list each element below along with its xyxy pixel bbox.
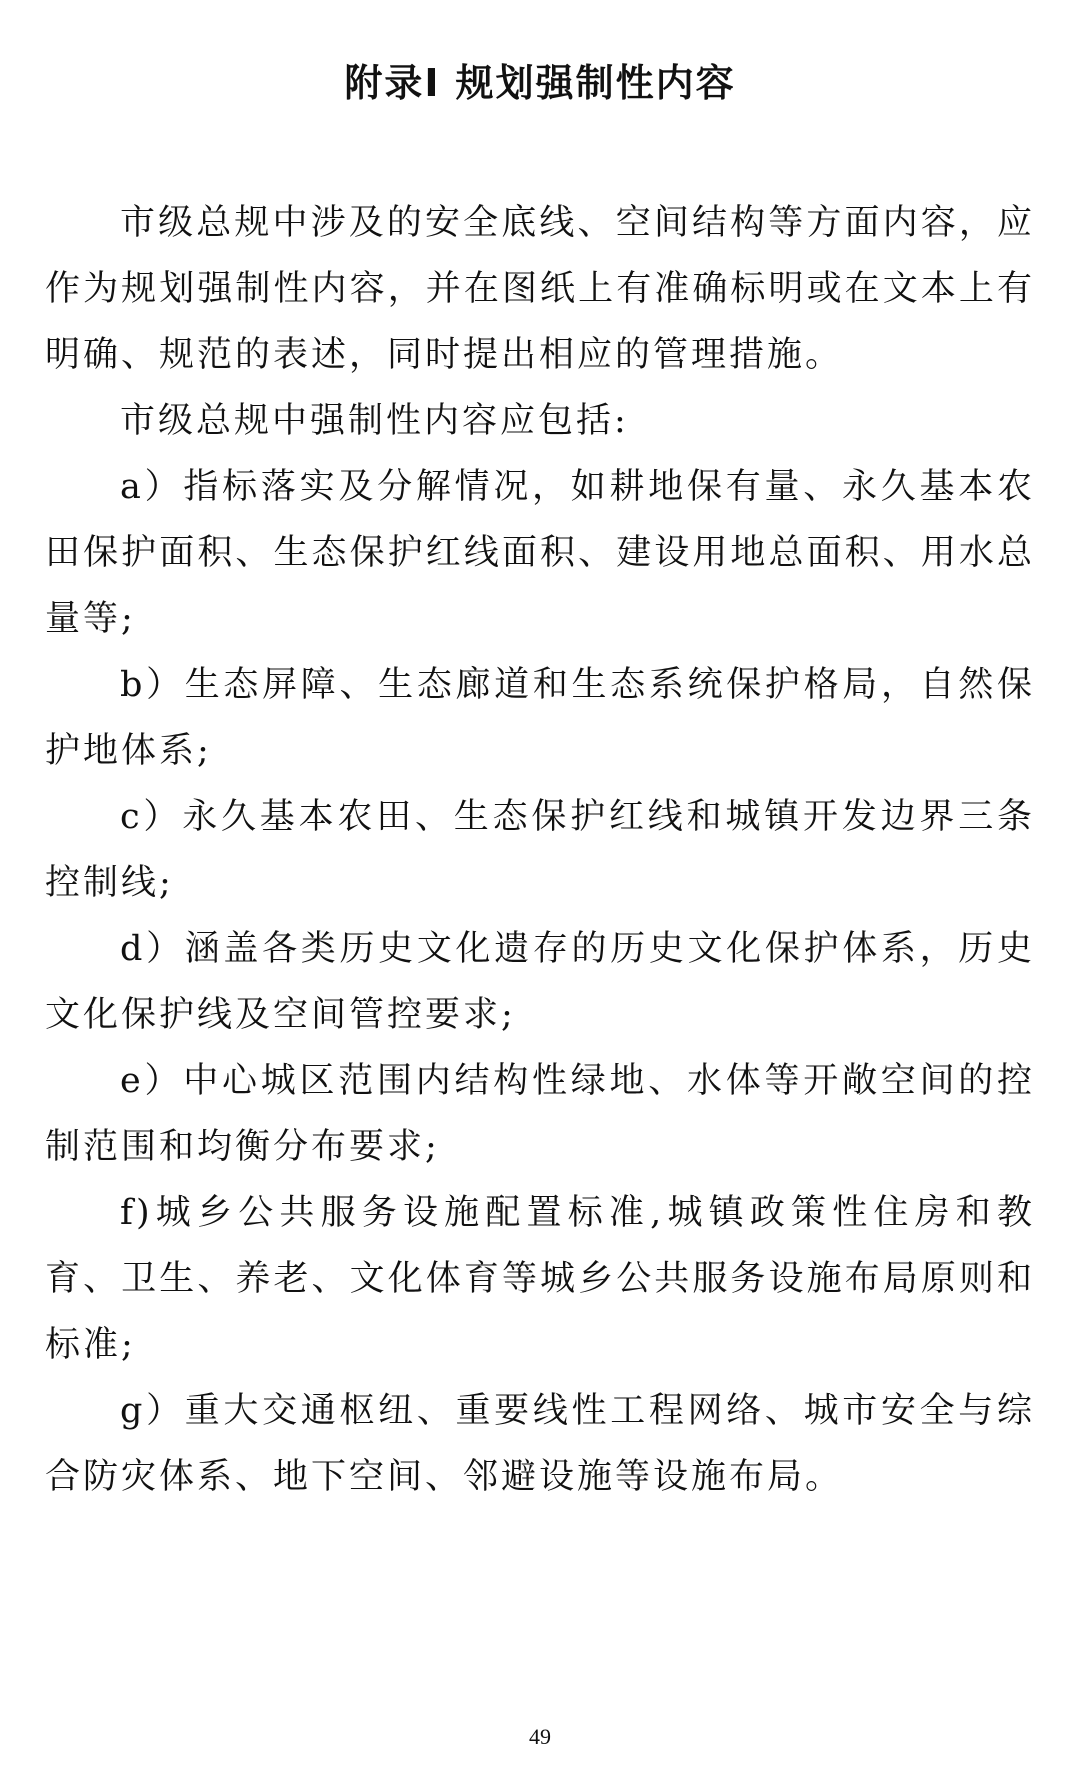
list-item-f: f)城乡公共服务设施配置标准,城镇政策性住房和教育、卫生、养老、文化体育等城乡公共服务设施布局原则和标准;	[45, 1193, 1035, 1365]
page-title: 附录I 规划强制性内容	[344, 61, 736, 105]
list-item-a: a）指标落实及分解情况，如耕地保有量、永久基本农田保护面积、生态保护红线面积、建设用地总面积、用水总量等;	[45, 467, 1035, 639]
list-item-g: g）重大交通枢纽、重要线性工程网络、城市安全与综合防灾体系、地下空间、邻避设施等设施布局。	[45, 1391, 1035, 1497]
list-item-d: d）涵盖各类历史文化遗存的历史文化保护体系，历史文化保护线及空间管控要求;	[45, 929, 1035, 1035]
list-item-e: e）中心城区范围内结构性绿地、水体等开敞空间的控制范围和均衡分布要求;	[45, 1061, 1035, 1167]
paragraph-intro: 市级总规中涉及的安全底线、空间结构等方面内容，应作为规划强制性内容，并在图纸上有准确标明或在文本上有明确、规范的表述，同时提出相应的管理措施。	[45, 203, 1035, 375]
paragraph-list-lead: 市级总规中强制性内容应包括:	[120, 401, 629, 441]
document-body	[45, 190, 1035, 1510]
list-item-c: c）永久基本农田、生态保护红线和城镇开发边界三条控制线;	[45, 797, 1035, 903]
list-item-b: b）生态屏障、生态廊道和生态系统保护格局，自然保护地体系;	[45, 665, 1035, 771]
page-number: 49	[529, 1724, 551, 1749]
